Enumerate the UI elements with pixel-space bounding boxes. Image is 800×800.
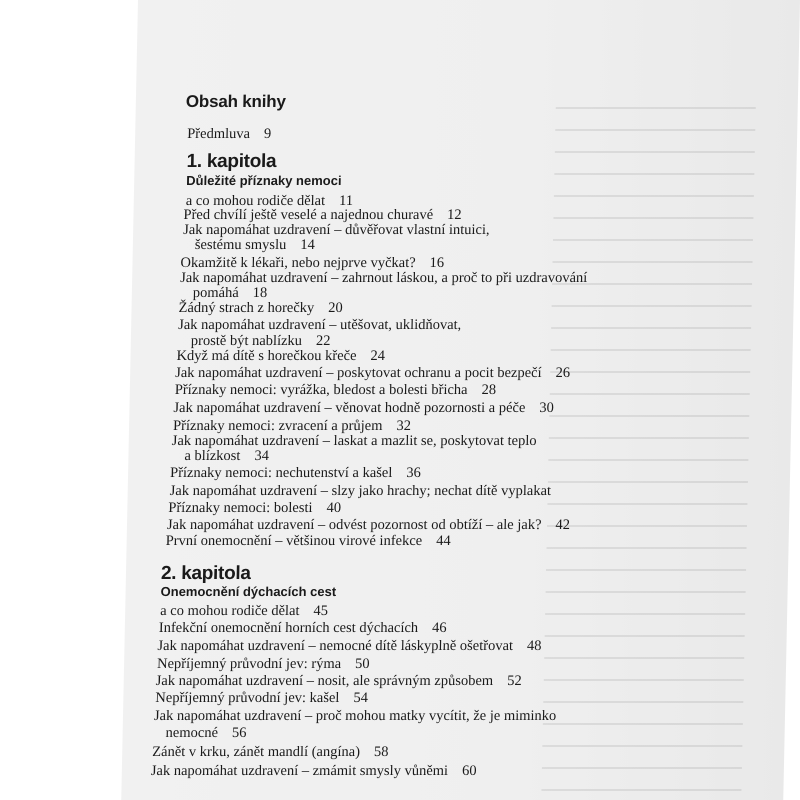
entry-text: První onemocnění – většinou virové infekce — [165, 533, 423, 549]
entry-text: Jak napomáhat uzdravení – poskytovat ochranu a pocit bezpečí — [175, 365, 542, 381]
toc-entry — [175, 382, 497, 398]
toc-entry — [160, 603, 328, 619]
entry-text: Jak napomáhat uzdravení – nosit, ale správným způsobem — [155, 673, 494, 689]
entry-text: Jak napomáhat uzdravení – slzy jako hrachy; nechat dítě vyplakat — [169, 483, 552, 499]
entry-page: 12 — [446, 207, 462, 223]
chapter-1-label: 1. kapitola — [186, 151, 277, 172]
entry-page: 34 — [254, 448, 270, 464]
page-title: Obsah knihy — [185, 92, 286, 111]
toc-entry — [151, 763, 477, 779]
entry-text: šestému smyslu — [194, 237, 287, 253]
toc-entry — [180, 270, 587, 286]
toc-entry — [183, 207, 461, 223]
entry-page: 16 — [429, 255, 445, 271]
entry-page: 26 — [555, 365, 571, 381]
entry-text: Jak napomáhat uzdravení – zahrnout láskou, a proč to při uzdravování — [180, 270, 588, 286]
entry-text: Když má dítě s horečkou křeče — [176, 348, 357, 364]
toc-entry — [167, 517, 570, 533]
toc-entry — [170, 465, 421, 481]
toc-entry — [156, 673, 522, 689]
toc-entry — [195, 237, 315, 253]
toc-entry — [176, 348, 385, 364]
entry-page: 28 — [481, 382, 497, 398]
entry-page: 30 — [539, 400, 555, 416]
preface-entry — [187, 126, 271, 142]
entry-text: Příznaky nemoci: nechutenství a kašel — [169, 465, 393, 481]
entry-text: Jak napomáhat uzdravení – proč mohou matky vycítit, že je miminko — [153, 708, 557, 724]
entry-text: Infekční onemocnění horních cest dýchacích — [158, 620, 419, 636]
entry-text: Žádný strach z horečky — [178, 300, 315, 316]
entry-text: Jak napomáhat uzdravení – utěšovat, uklidňovat, — [178, 317, 462, 333]
entry-page: 36 — [406, 465, 422, 481]
toc-entry — [157, 638, 541, 654]
entry-text: Příznaky nemoci: vyrážka, bledost a bolesti břicha — [174, 382, 468, 398]
toc-entry — [157, 656, 370, 672]
entry-page: 52 — [507, 673, 522, 689]
toc-entry — [172, 433, 537, 449]
toc-entry — [184, 448, 269, 464]
entry-text: a co mohou rodiče dělat — [160, 603, 300, 619]
entry-text: Jak napomáhat uzdravení – zmámit smysly vůněmi — [150, 763, 449, 779]
entry-text: nemocné — [165, 725, 219, 741]
entry-page: 22 — [315, 333, 331, 349]
entry-page: 45 — [313, 603, 329, 619]
entry-text: prostě být nablízku — [190, 333, 303, 349]
entry-page: 24 — [370, 348, 386, 364]
entry-page: 18 — [252, 285, 268, 301]
entry-text: pomáhá — [192, 285, 239, 301]
book-page — [121, 0, 800, 800]
toc-entry — [191, 333, 331, 349]
toc-entry — [183, 222, 490, 238]
toc-entry — [170, 483, 552, 499]
entry-page: 40 — [326, 500, 342, 516]
entry-text: a blízkost — [184, 448, 241, 464]
toc-entry — [173, 400, 554, 416]
entry-text: Jak napomáhat uzdravení – nemocné dítě láskyplně ošetřovat — [157, 638, 514, 654]
entry-page: 32 — [396, 418, 412, 434]
entry-text: Předmluva — [187, 126, 251, 142]
entry-text: Jak napomáhat uzdravení – důvěřovat vlastní intuici, — [183, 222, 490, 238]
entry-page: 11 — [338, 193, 354, 209]
entry-page: 46 — [431, 620, 447, 636]
entry-text: Příznaky nemoci: zvracení a průjem — [172, 418, 383, 434]
toc-entry — [180, 255, 444, 271]
entry-page: 60 — [461, 763, 477, 779]
toc-entry — [152, 744, 389, 760]
toc-entry — [173, 418, 411, 434]
entry-text: Před chvílí ještě veselé a najednou churavé — [183, 207, 434, 223]
entry-page: 44 — [436, 533, 451, 549]
toc-entry — [175, 365, 570, 381]
entry-page: 54 — [353, 690, 369, 706]
chapter-2-label: 2. kapitola — [160, 563, 251, 584]
toc-entry — [168, 500, 341, 516]
toc-entry — [159, 620, 447, 636]
entry-page: 9 — [263, 126, 272, 142]
entry-text: Nepříjemný průvodní jev: rýma — [156, 656, 342, 672]
toc-entry — [178, 300, 343, 316]
entry-page: 48 — [526, 638, 542, 654]
toc-entry — [193, 285, 268, 301]
entry-text: a co mohou rodiče dělat — [185, 193, 326, 209]
entry-page: 20 — [328, 300, 343, 316]
entry-text: Nepříjemný průvodní jev: kašel — [155, 690, 340, 706]
entry-page: 56 — [231, 725, 247, 741]
toc-entry — [154, 708, 557, 724]
entry-text: Příznaky nemoci: bolesti — [168, 500, 313, 516]
chapter-1-subtitle: Důležité příznaky nemoci — [186, 173, 342, 188]
entry-page: 50 — [354, 656, 370, 672]
entry-page: 42 — [555, 517, 571, 533]
entry-text: Jak napomáhat uzdravení – věnovat hodně pozornosti a péče — [173, 400, 526, 416]
toc-entry — [178, 317, 461, 333]
entry-page: 58 — [373, 744, 389, 760]
toc-entry — [165, 725, 246, 741]
entry-text: Jak napomáhat uzdravení – odvést pozornost od obtíží – ale jak? — [166, 517, 542, 533]
chapter-2-subtitle: Onemocnění dýchacích cest — [160, 584, 337, 599]
entry-text: Zánět v krku, zánět mandlí (angína) — [152, 744, 361, 760]
entry-page: 14 — [300, 237, 315, 253]
entry-text: Okamžitě k lékaři, nebo nejprve vyčkat? — [180, 255, 416, 271]
toc-entry — [166, 533, 451, 549]
table-of-contents — [121, 0, 800, 800]
entry-text: Jak napomáhat uzdravení – laskat a mazlit se, poskytovat teplo — [171, 433, 537, 449]
toc-entry — [155, 690, 368, 706]
